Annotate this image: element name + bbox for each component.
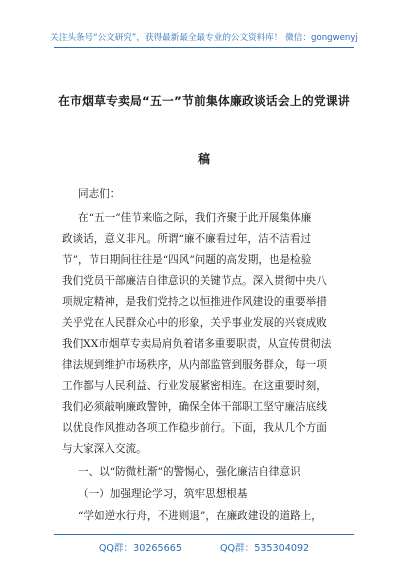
body-line: “学如逆水行舟，不进则退”，在廉政建设的道路上， [78, 510, 322, 522]
body-line: 项规定精神，是我们党持之以恒推进作风建设的重要举措 [62, 296, 327, 308]
body-line: 我们必须敲响廉政警钟，确保全体干部职工坚守廉洁底线 [62, 401, 327, 413]
body-line: 我们党员干部廉洁自律意识的关键节点。深入贯彻中央八 [62, 275, 327, 287]
footer-qq-group-1: QQ群：30265665 [98, 543, 182, 554]
body-line: 我们XX市烟草专卖局肩负着诸多重要职责，从宣传贯彻法 [62, 338, 332, 350]
body-line: 政谈话，意义非凡。所谓“廉不廉看过年，洁不洁看过 [62, 233, 312, 245]
document-title-continuation: 稿 [198, 152, 210, 166]
salutation: 同志们： [78, 188, 121, 200]
header-divider [54, 47, 354, 48]
body-line: 关乎党在人民群众心中的形象，关乎事业发展的兴衰成败 [62, 317, 327, 329]
footer-qq-group-2: QQ群：535304092 [219, 543, 310, 554]
header-note: 关注头条号“公文研究”，获得最新最全最专业的公文资料库！ 微信：gongwenyj [50, 33, 358, 43]
body-line: 律法规到维护市场秩序，从内部监管到服务群众，每一项 [62, 359, 327, 371]
body-line: 以优良作风推动各项工作稳步前行。下面，我从几个方面 [62, 422, 327, 434]
footer [0, 540, 408, 554]
section-heading: 一、以“防微杜渐”的警惕心，强化廉洁自律意识 [78, 466, 301, 478]
footer-divider [54, 534, 354, 535]
subsection-heading: （一）加强理论学习，筑牢思想根基 [78, 488, 248, 500]
body-line: 工作都与人民利益、行业发展紧密相连。在这重要时刻， [62, 380, 327, 392]
body-line: 在“五一”佳节来临之际，我们齐聚于此开展集体廉 [78, 212, 312, 224]
body-line: 与大家深入交流。 [62, 443, 147, 455]
body-line: 节”，节日期间往往是“四风”问题的高发期，也是检验 [62, 254, 312, 266]
document-title: 在市烟草专卖局“五一”节前集体廉政谈话会上的党课讲 [58, 94, 350, 108]
